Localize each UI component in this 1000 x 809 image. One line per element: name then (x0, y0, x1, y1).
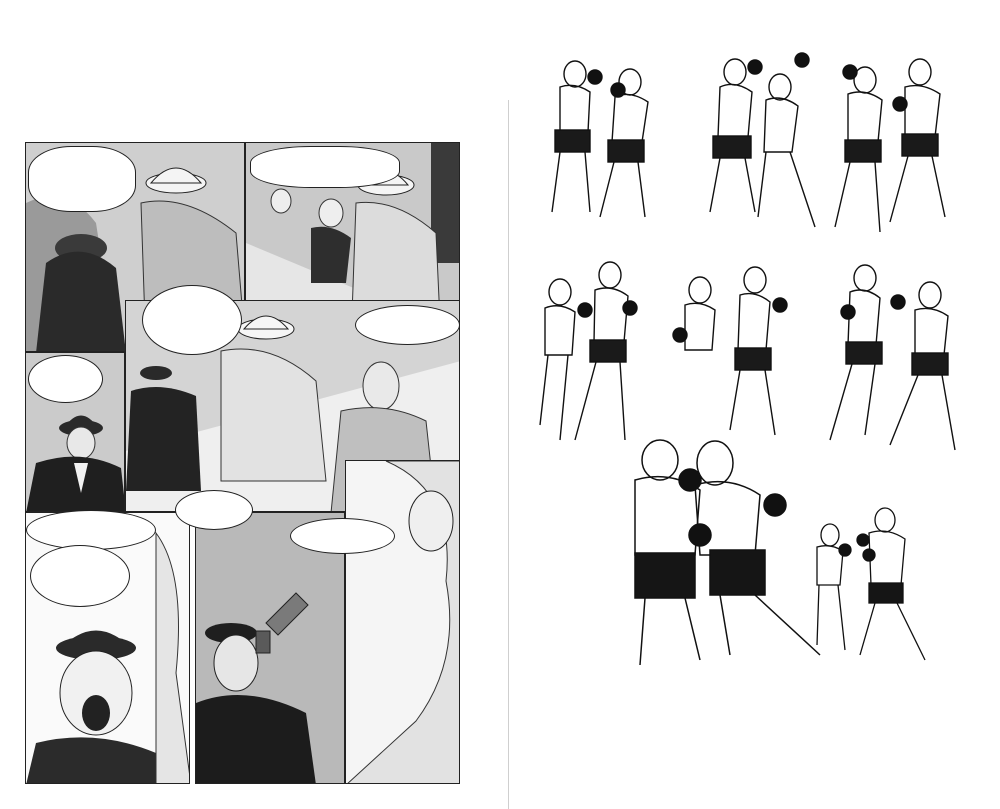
speech-bubble-6 (175, 490, 253, 530)
speech-bubble-2 (142, 285, 242, 355)
speech-bubble-9 (290, 518, 395, 554)
panel-6 (195, 512, 345, 784)
speech-bubble-3 (250, 146, 400, 188)
speech-bubble-7 (26, 510, 156, 550)
panel-7-art (346, 461, 460, 784)
speech-bubble-1 (28, 146, 136, 212)
speech-bubble-4 (355, 305, 460, 345)
speech-bubble-5 (28, 355, 103, 403)
panel-7 (345, 460, 460, 784)
panel-6-art (196, 513, 345, 784)
speech-bubble-8 (30, 545, 130, 607)
boxers-row-1-art (530, 42, 990, 247)
boxers-row-3b-art (805, 505, 955, 665)
page-divider (508, 100, 509, 809)
